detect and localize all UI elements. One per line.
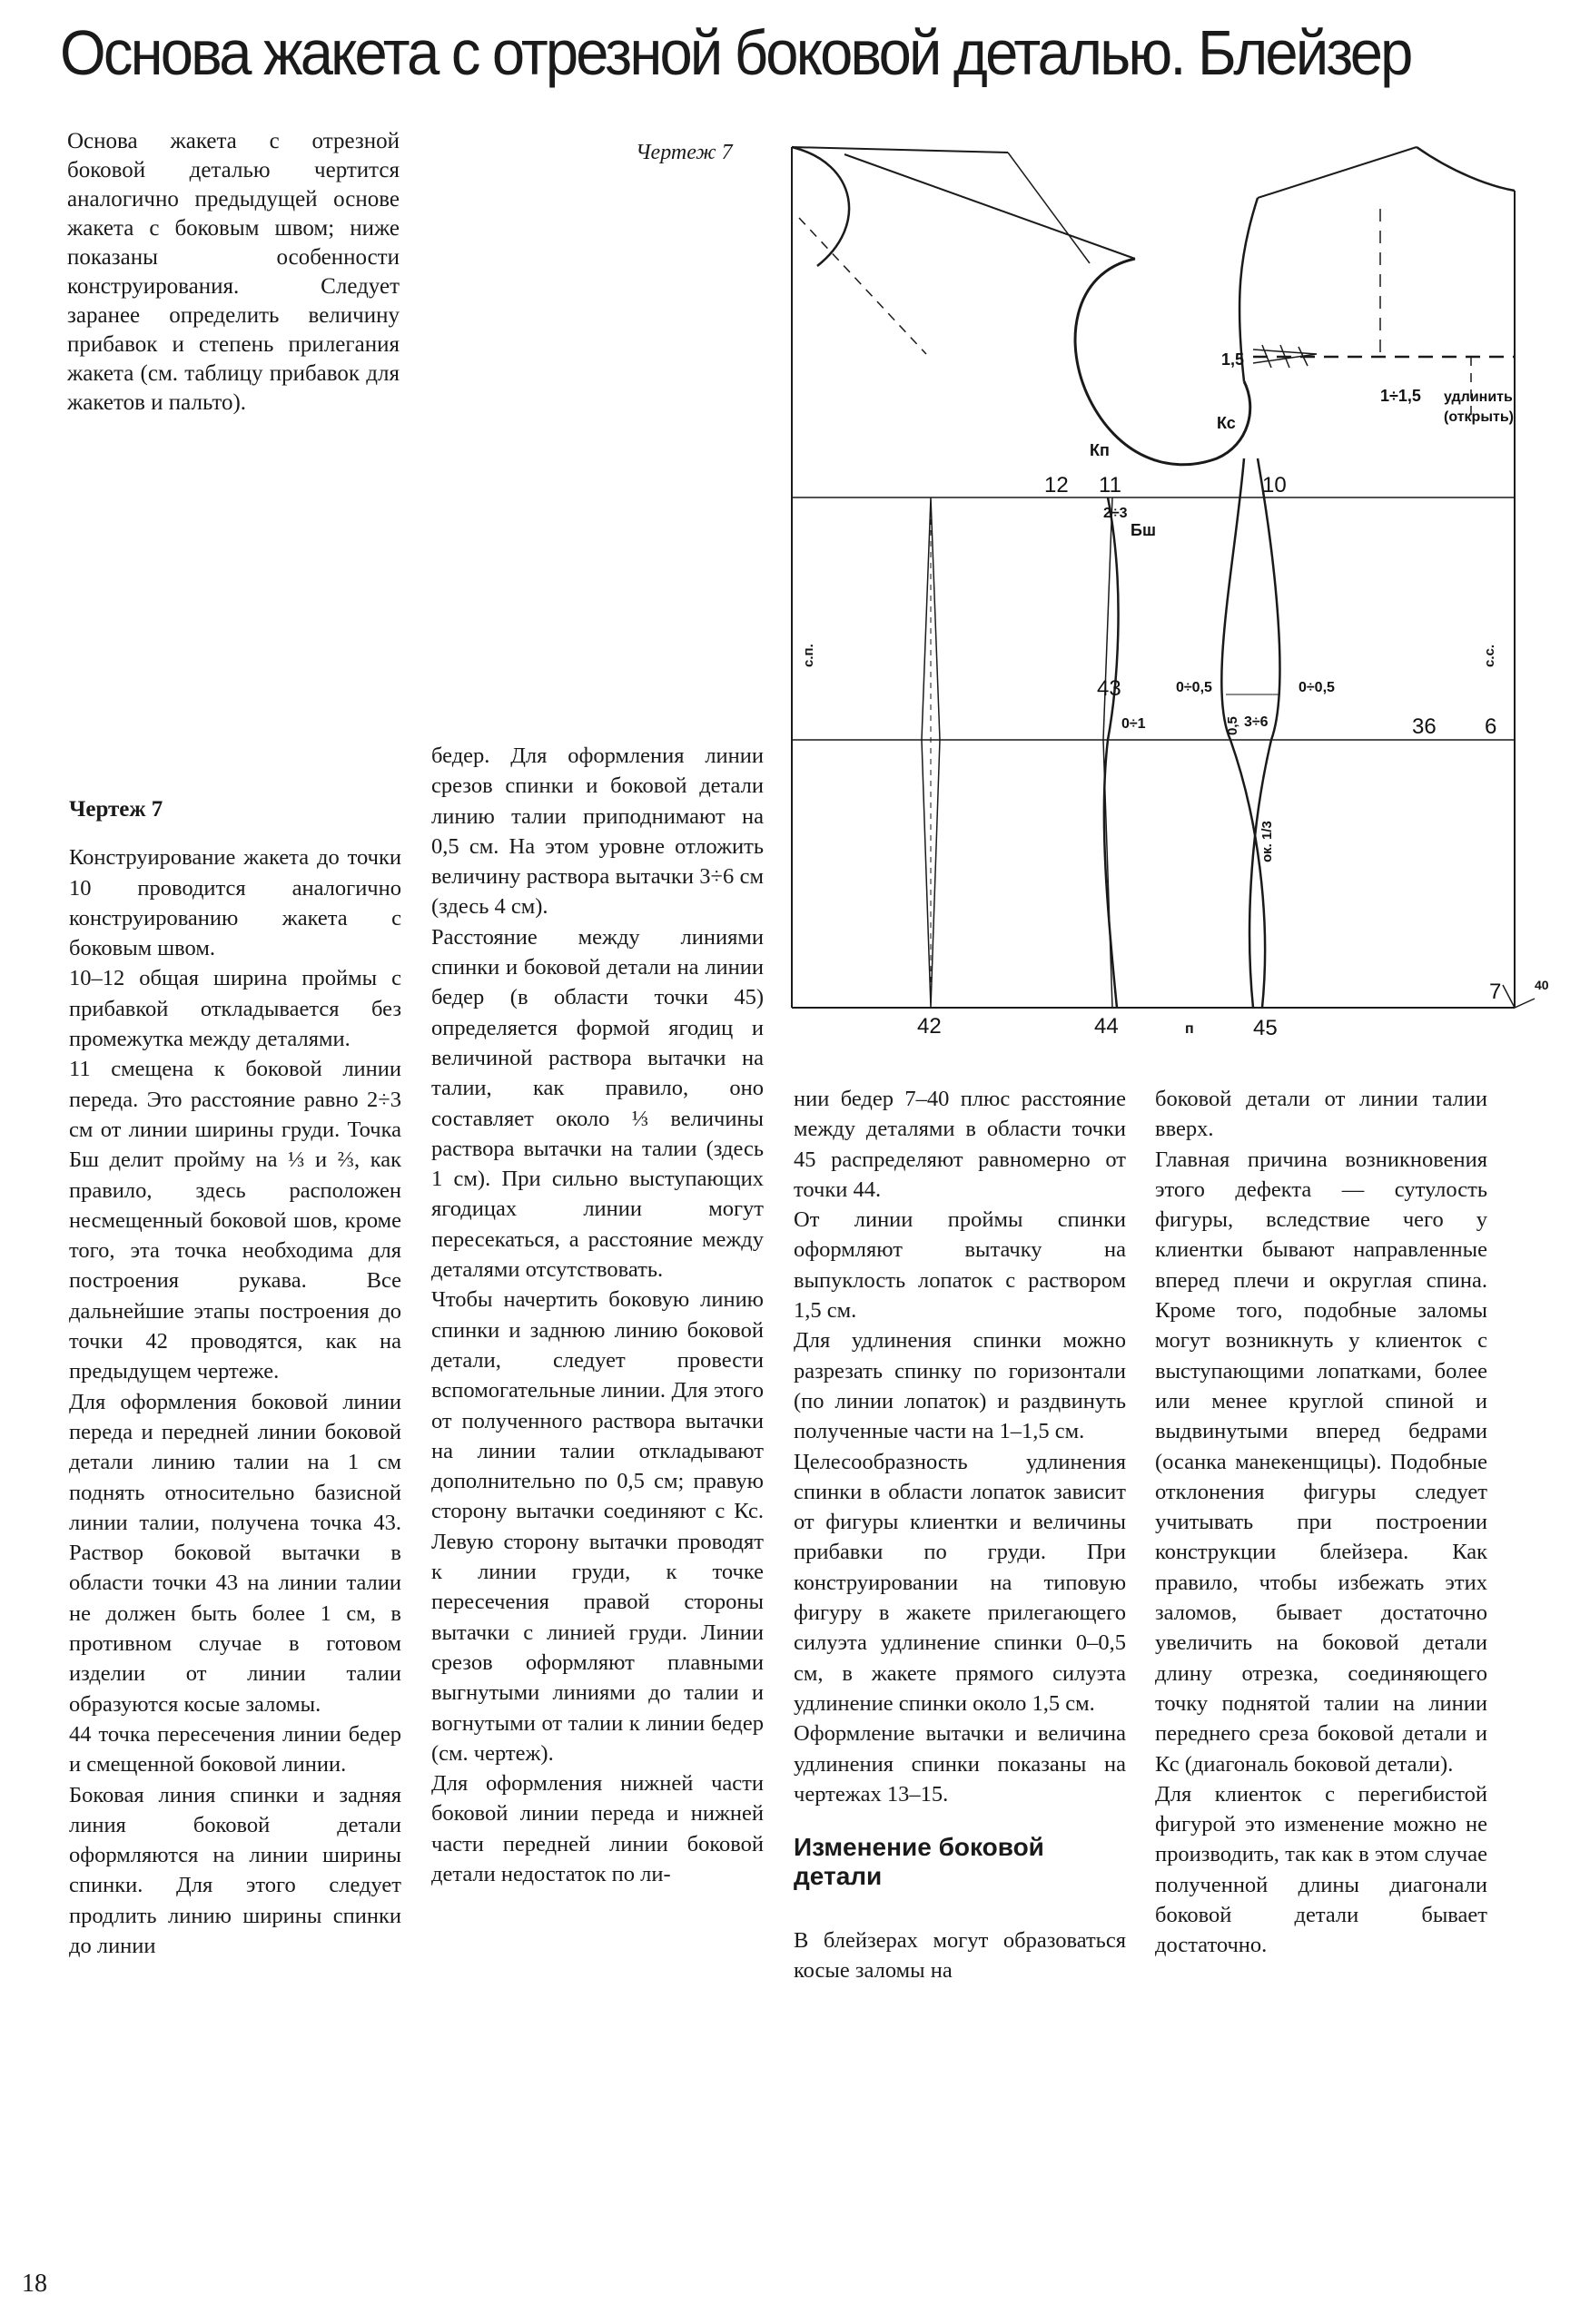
label-kc: Кс [1217, 414, 1236, 432]
figure-caption: Чертеж 7 [636, 141, 733, 164]
label-43: 43 [1097, 676, 1121, 701]
subheading: Чертеж 7 [69, 797, 163, 822]
label-ss: с.с. [1482, 644, 1497, 667]
pattern-drawing [781, 141, 1549, 1049]
paragraph: В блейзерах могут образоваться косые заломы на [794, 1928, 1126, 1984]
label-extend-range: 1÷1,5 [1380, 387, 1421, 405]
label-40: 40 [1535, 978, 1549, 992]
label-45: 45 [1253, 1016, 1278, 1040]
label-sp: с.п. [801, 644, 816, 667]
label-44: 44 [1094, 1014, 1119, 1039]
text-column-3 [794, 1084, 1126, 1986]
label-0-05a: 0÷0,5 [1176, 680, 1212, 695]
label-10: 10 [1262, 473, 1287, 497]
paragraph: боковой детали от линии талии вверх. [1155, 1087, 1487, 1142]
paragraph: нии бедер 7–40 плюс расстояние между деталями в области точки 45 распределяют равномерно от точки 44. [794, 1087, 1126, 1202]
label-05: 0,5 [1225, 716, 1240, 735]
label-bsh: Бш [1131, 521, 1156, 539]
label-0-1: 0÷1 [1121, 716, 1146, 732]
label-11: 11 [1099, 473, 1121, 497]
paragraph: Расстояние между линиями спинки и боковой детали на линии бедер (в области точки 45) определяется формой ягодиц и величиной раствора вытачки на талии, как правило, оно составляет около ⅓ величины раствора вытачки на талии (здесь 1 см). При сильно выступающих ягодицах линии могут пересекаться, а расстояние между деталями отсутствовать. [431, 924, 764, 1283]
page-title: Основа жакета с отрезной боковой деталью. Блейзер [60, 17, 1411, 88]
paragraph: От линии проймы спинки оформляют вытачку на выпуклость лопаток с раствором 1,5 см. [794, 1207, 1126, 1324]
paragraph: Боковая линия спинки и задняя линия боковой детали оформляются на линии ширины спинки. Для этого следует продлить линию ширины спинки до линии [69, 1782, 401, 1958]
paragraph: Главная причина возникновения этого дефекта — сутулость фигуры, вследствие чего у клиентки бывают направленные вперед плечи и округлая спина. Кроме того, подобные заломы могут возникнуть у клиенток с выступающими лопатками, более или менее круглой спиной и выдвинутыми вперед бедрами (осанка манекенщицы). Подобные отклонения фигуры следует учитывать при построении конструкции блейзера. Как правило, чтобы избежать этих заломов, бывает достаточно увеличить на боковой детали длину отрезка, соединяющего точку поднятой талии на линии переднего среза боковой детали и Кс (диагональ боковой детали). [1155, 1147, 1487, 1777]
paragraph: Чтобы начертить боковую линию спинки и заднюю линию боковой детали, следует провести вспомогательные линии. Для этого от полученного раствора вытачки на линии талии откладывают дополнительно по 0,5 см; правую сторону вытачки соединяют с Кс. Левую сторону вытачки проводят к линии груди, к точке пересечения правой стороны вытачки с линией груди. Линии срезов оформляют плавными выгнутыми линиями до талии и вогнутыми от талии к линии бедер (см. чертеж). [431, 1287, 764, 1766]
label-0-05b: 0÷0,5 [1299, 680, 1335, 695]
label-ok13: ок. 1/3 [1259, 821, 1275, 862]
paragraph: Для удлинения спинки можно разрезать спинку по горизонтали (по линии лопаток) и раздвинуть полученные части на 1–1,5 см. [794, 1328, 1126, 1444]
paragraph: Конструирование жакета до точки 10 проводится аналогично конструированию жакета с боковым швом. [69, 845, 401, 961]
text-column-4 [1155, 1084, 1487, 1961]
paragraph: Для оформления боковой линии переда и передней линии боковой детали линию талии на 1 см поднять относительно базисной линии талии, получена точка 43. Раствор боковой вытачки в области точки 43 на линии талии не должен быть более 1 см, в противном случае в готовом изделии от линии талии образуются косые заломы. [69, 1389, 401, 1717]
label-2-3: 2÷3 [1103, 506, 1128, 521]
paragraph: бедер. Для оформления линии срезов спинки и боковой детали линию талии приподнимают на 0,5 см. На этом уровне отложить величину раствора вытачки 3÷6 см (здесь 4 см). [431, 743, 764, 920]
label-1-5: 1,5 [1221, 350, 1245, 369]
section-heading: Изменение боковой детали [794, 1833, 1044, 1891]
label-open: (открыть) [1444, 409, 1514, 425]
label-n: п [1185, 1021, 1194, 1037]
label-extend: удлинить [1444, 389, 1513, 405]
label-36: 36 [1412, 714, 1437, 739]
text-column-1 [69, 794, 401, 1961]
label-kp: Кп [1090, 441, 1110, 459]
paragraph: Для клиенток с перегибистой фигурой это изменение можно не производить, так как в этом случае полученной длины диагонали боковой детали бывает достаточно. [1155, 1781, 1487, 1958]
paragraph: 11 смещена к боковой линии переда. Это расстояние равно 2÷3 см от линии ширины груди. Точка Бш делит пройму на ⅓ и ⅔, как правило, здесь расположен несмещенный боковой шов, кроме того, эта точка необходима для построения рукава. Все дальнейшие этапы построения до точки 42 проводятся, как на предыдущем чертеже. [69, 1057, 401, 1384]
intro-paragraph: Основа жакета с отрезной боковой деталью чертится аналогично предыдущей основе жакета с боковым швом; ниже показаны особенности конструирования. Следует заранее определить величину прибавок и степень прилегания жакета (см. таблицу прибавок для жакетов и пальто). [67, 129, 400, 415]
label-7: 7 [1489, 980, 1502, 1004]
paragraph: 44 точка пересечения линии бедер и смещенной боковой линии. [69, 1721, 401, 1777]
text-column-2 [431, 741, 764, 1889]
paragraph: Оформление вытачки и величина удлинения спинки показаны на чертежах 13–15. [794, 1721, 1126, 1807]
label-42: 42 [917, 1014, 942, 1039]
label-3-6: 3÷6 [1244, 714, 1269, 730]
paragraph: Для оформления нижней части боковой линии переда и нижней части передней линии боковой детали недостаток по ли- [431, 1771, 764, 1886]
page-number: 18 [22, 2270, 47, 2298]
label-12: 12 [1044, 473, 1069, 497]
paragraph: Целесообразность удлинения спинки в области лопаток зависит от фигуры клиентки и величины прибавки по груди. При конструировании на типовую фигуру в жакете прилегающего силуэта удлинение спинки 0–0,5 см, в жакете прямого силуэта удлинение спинки около 1,5 см. [794, 1449, 1126, 1716]
label-6: 6 [1485, 714, 1497, 739]
paragraph: 10–12 общая ширина проймы с прибавкой откладывается без промежутка между деталями. [69, 966, 401, 1052]
